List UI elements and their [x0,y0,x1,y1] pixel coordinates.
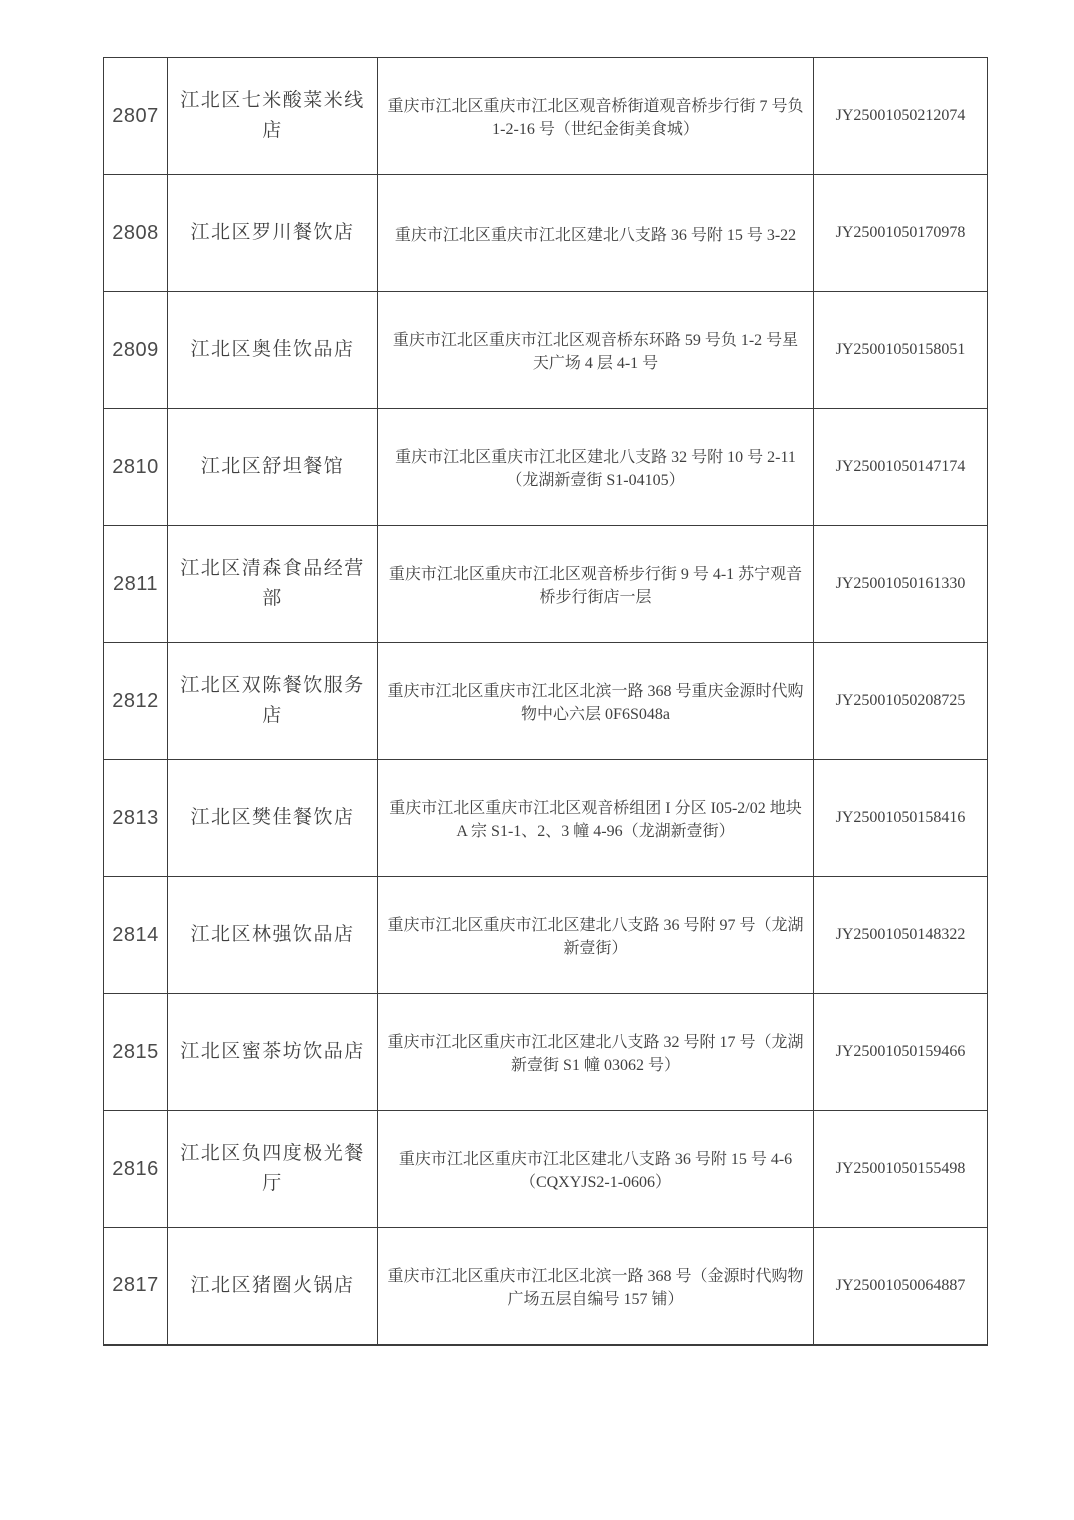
license-number-cell: JY25001050158416 [814,760,988,877]
business-name-cell: 江北区双陈餐饮服务店 [168,643,378,760]
license-number-cell: JY25001050158051 [814,292,988,409]
serial-number-cell: 2807 [104,58,168,175]
table-row [104,643,988,760]
business-name-cell: 江北区猪圈火锅店 [168,1228,378,1345]
table-body [104,58,988,1345]
business-name-cell: 江北区负四度极光餐厅 [168,1111,378,1228]
serial-number-cell: 2815 [104,994,168,1111]
business-address-cell: 重庆市江北区重庆市江北区建北八支路 36 号附 15 号 3-22 [378,175,814,292]
business-address-cell: 重庆市江北区重庆市江北区观音桥街道观音桥步行街 7 号负 1-2-16 号（世纪金街美食城） [378,58,814,175]
serial-number-cell: 2817 [104,1228,168,1345]
license-number-cell: JY25001050147174 [814,409,988,526]
license-number-cell: JY25001050170978 [814,175,988,292]
business-name-cell: 江北区舒坦餐馆 [168,409,378,526]
business-address-cell: 重庆市江北区重庆市江北区建北八支路 32 号附 17 号（龙湖新壹街 S1 幢 03062 号） [378,994,814,1111]
license-number-cell: JY25001050159466 [814,994,988,1111]
serial-number-cell: 2811 [104,526,168,643]
table-row [104,760,988,877]
business-name-cell: 江北区七米酸菜米线店 [168,58,378,175]
license-number-cell: JY25001050208725 [814,643,988,760]
serial-number-cell: 2809 [104,292,168,409]
license-number-cell: JY25001050155498 [814,1111,988,1228]
business-address-cell: 重庆市江北区重庆市江北区建北八支路 36 号附 97 号（龙湖新壹街） [378,877,814,994]
business-name-cell: 江北区奥佳饮品店 [168,292,378,409]
business-registry-table [103,57,988,1346]
license-number-cell: JY25001050148322 [814,877,988,994]
license-number-cell: JY25001050064887 [814,1228,988,1345]
business-address-cell: 重庆市江北区重庆市江北区北滨一路 368 号（金源时代购物广场五层自编号 157 铺） [378,1228,814,1345]
table-row [104,1111,988,1228]
business-address-cell: 重庆市江北区重庆市江北区建北八支路 32 号附 10 号 2-11（龙湖新壹街 S1-04105） [378,409,814,526]
business-name-cell: 江北区罗川餐饮店 [168,175,378,292]
business-address-cell: 重庆市江北区重庆市江北区建北八支路 36 号附 15 号 4-6（CQXYJS2-1-0606） [378,1111,814,1228]
table-row [104,175,988,292]
business-address-cell: 重庆市江北区重庆市江北区观音桥步行街 9 号 4-1 苏宁观音桥步行街店一层 [378,526,814,643]
business-address-cell: 重庆市江北区重庆市江北区观音桥东环路 59 号负 1-2 号星天广场 4 层 4-1 号 [378,292,814,409]
serial-number-cell: 2816 [104,1111,168,1228]
business-name-cell: 江北区蜜茶坊饮品店 [168,994,378,1111]
business-address-cell: 重庆市江北区重庆市江北区观音桥组团 I 分区 I05-2/02 地块 A 宗 S1-1、2、3 幢 4-96（龙湖新壹街） [378,760,814,877]
serial-number-cell: 2814 [104,877,168,994]
serial-number-cell: 2813 [104,760,168,877]
business-name-cell: 江北区樊佳餐饮店 [168,760,378,877]
business-name-cell: 江北区清森食品经营部 [168,526,378,643]
table-row [104,994,988,1111]
serial-number-cell: 2812 [104,643,168,760]
table-row [104,409,988,526]
license-number-cell: JY25001050161330 [814,526,988,643]
table-row [104,526,988,643]
business-name-cell: 江北区林强饮品店 [168,877,378,994]
table-row [104,58,988,175]
serial-number-cell: 2808 [104,175,168,292]
table-row [104,292,988,409]
table-row [104,877,988,994]
serial-number-cell: 2810 [104,409,168,526]
business-address-cell: 重庆市江北区重庆市江北区北滨一路 368 号重庆金源时代购物中心六层 0F6S048a [378,643,814,760]
table-row [104,1228,988,1345]
license-number-cell: JY25001050212074 [814,58,988,175]
